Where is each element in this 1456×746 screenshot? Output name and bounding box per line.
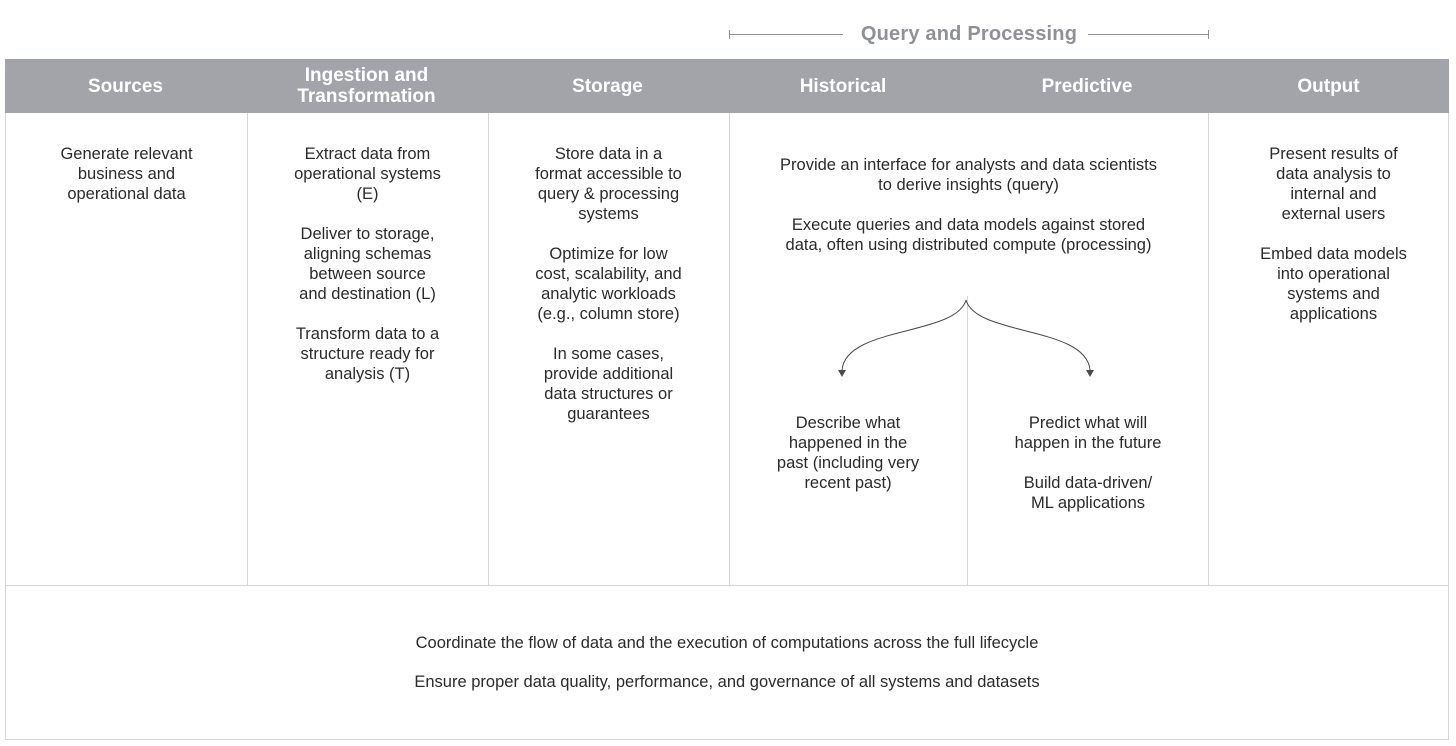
historical-text-1: Describe what happened in the past (including very recent past) [776, 414, 920, 492]
historical-description [729, 413, 967, 493]
header-ingestion-transformation: Ingestion and Transformation [297, 65, 436, 107]
arrowhead-historical [838, 370, 846, 377]
query-processing-title: Query and Processing [860, 23, 1078, 45]
header-storage: Storage [572, 75, 643, 97]
footer-coordinate-text: Coordinate the flow of data and the execution of computations across the full lifecycle [415, 634, 1039, 652]
storage-text-additional: In some cases, provide additional data structures or guarantees [543, 345, 674, 423]
query-processing-description [729, 155, 1208, 255]
predictive-text-build: Build data-driven/ ML applications [1023, 474, 1153, 512]
bracket-right-line [1088, 34, 1209, 35]
output-text-embed: Embed data models into operational systems and applications [1260, 245, 1407, 323]
sources-description [6, 144, 247, 204]
query-processing-bracket [729, 18, 1209, 52]
query-text-execute: Execute queries and data models against stored data, often using distributed compute (processing) [785, 216, 1152, 254]
output-text-present: Present results of data analysis to internal and external users [1269, 145, 1398, 223]
data-lifecycle-diagram [5, 59, 1449, 740]
storage-description [488, 144, 729, 424]
storage-text-optimize: Optimize for low cost, scalability, and analytic workloads (e.g., column store) [535, 245, 682, 323]
branch-arrows [826, 296, 1106, 386]
header-sources: Sources [88, 75, 163, 97]
storage-text-format: Store data in a format accessible to query & processing systems [535, 145, 682, 223]
bracket-right-tick [1208, 30, 1209, 39]
footer-quality-text: Ensure proper data quality, performance, and governance of all systems and datasets [414, 673, 1040, 691]
query-text-interface: Provide an interface for analysts and data scientists to derive insights (query) [780, 156, 1157, 194]
output-description [1209, 144, 1456, 324]
header-historical: Historical [799, 75, 887, 97]
arrowhead-predictive [1086, 370, 1094, 377]
ingestion-text-extract: Extract data from operational systems (E) [294, 145, 441, 203]
branch-arrow-predictive [966, 300, 1090, 370]
header-output: Output [1297, 75, 1360, 97]
sources-text-1: Generate relevant business and operational data [60, 145, 193, 203]
ingestion-description [247, 144, 488, 384]
header-predictive: Predictive [1041, 75, 1133, 97]
column-header-bar [5, 59, 1449, 113]
predictive-description [968, 413, 1208, 513]
predictive-text-predict: Predict what will happen in the future [1014, 414, 1162, 452]
row-divider [6, 585, 1448, 586]
ingestion-text-transform: Transform data to a structure ready for analysis (T) [295, 325, 440, 383]
ingestion-text-load: Deliver to storage, aligning schemas between source and destination (L) [299, 225, 436, 303]
branch-arrow-historical [842, 300, 966, 370]
